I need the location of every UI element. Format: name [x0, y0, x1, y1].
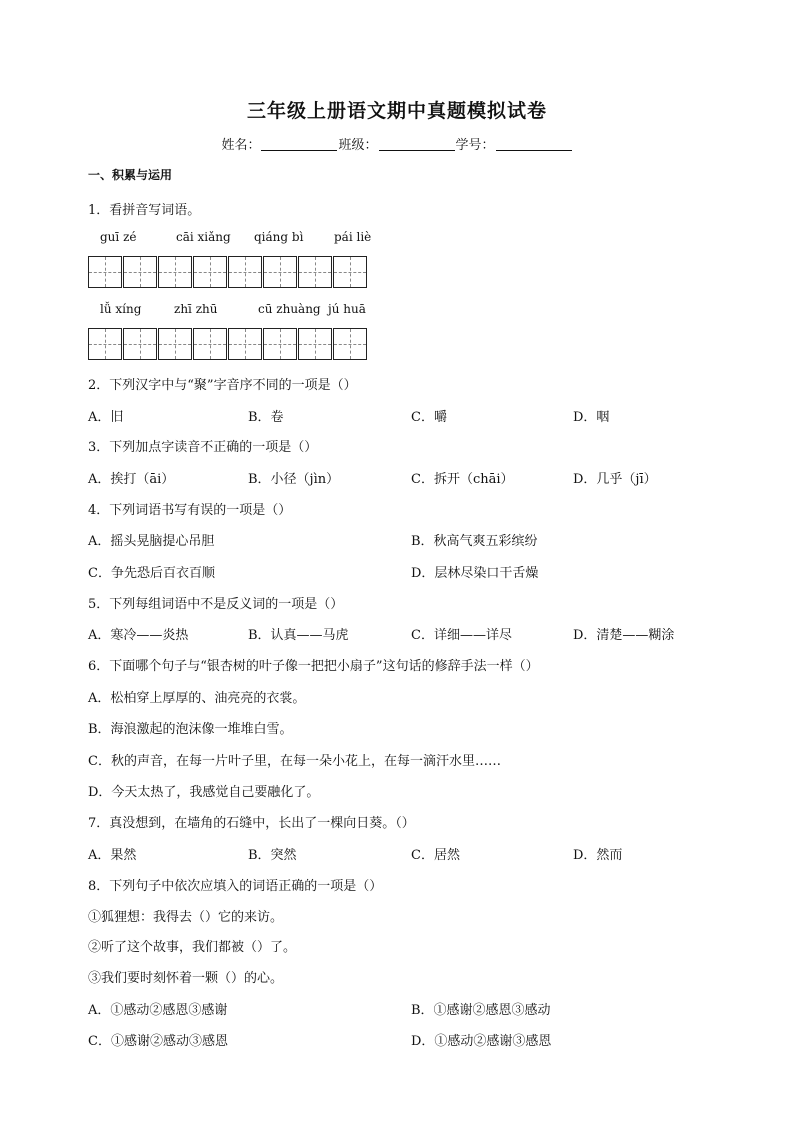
option-a[interactable]: A．摇头晃脑提心吊胆 [88, 534, 215, 549]
class-blank[interactable] [379, 138, 455, 151]
option-d[interactable]: D．层林尽染口干舌燥 [411, 566, 539, 581]
writing-cell[interactable] [193, 328, 227, 360]
writing-cell[interactable] [263, 328, 297, 360]
writing-cell[interactable] [123, 328, 157, 360]
question-4-stem: 4．下列词语书写有误的一项是（） [88, 503, 292, 518]
question-3-stem: 3．下列加点字读音不正确的一项是（） [88, 440, 318, 455]
option-d[interactable]: D．几乎（jī） [573, 472, 657, 487]
option-c[interactable]: C．详细——详尽 [411, 628, 512, 643]
student-info [0, 134, 794, 153]
option-a[interactable]: A．旧 [88, 410, 124, 425]
writing-cell[interactable] [158, 328, 192, 360]
question-5-stem: 5．下列每组词语中不是反义词的一项是（） [88, 597, 344, 612]
writing-cell[interactable] [298, 256, 332, 288]
option-d[interactable]: D．清楚——糊涂 [573, 628, 675, 643]
option-b[interactable]: B．小径（jìn） [248, 472, 340, 487]
pinyin: guī zé [100, 230, 137, 244]
question-6-stem: 6．下面哪个句子与“银杏树的叶子像一把把小扇子”这句话的修辞手法一样（） [88, 659, 539, 674]
sentence-2: ②听了这个故事，我们都被（）了。 [88, 940, 297, 955]
option-b[interactable]: B．①感谢②感恩③感动 [411, 1003, 551, 1018]
writing-cell[interactable] [263, 256, 297, 288]
option-c[interactable]: C．①感谢②感动③感恩 [88, 1034, 228, 1049]
option-b[interactable]: B．卷 [248, 410, 284, 425]
id-blank[interactable] [496, 138, 572, 151]
class-label: 班级： [338, 138, 378, 153]
option-c[interactable]: C．争先恐后百衣百顺 [88, 566, 215, 581]
writing-cell[interactable] [123, 256, 157, 288]
option-a[interactable]: A．①感动②感恩③感谢 [88, 1003, 228, 1018]
writing-cell[interactable] [228, 256, 262, 288]
option-a[interactable]: A．松柏穿上厚厚的、油亮亮的衣裳。 [88, 691, 306, 706]
section-heading: 一、积累与运用 [88, 168, 173, 182]
option-d[interactable]: D．然而 [573, 848, 623, 863]
question-7-stem: 7．真没想到，在墙角的石缝中，长出了一棵向日葵。（） [88, 816, 415, 831]
sentence-3: ③我们要时刻怀着一颗（）的心。 [88, 971, 284, 986]
pinyin: qiáng bì [254, 230, 304, 244]
question-2-stem: 2．下列汉字中与“聚”字音序不同的一项是（） [88, 378, 357, 393]
question-8-stem: 8．下列句子中依次应填入的词语正确的一项是（） [88, 879, 383, 894]
page-title: 三年级上册语文期中真题模拟试卷 [246, 100, 547, 122]
writing-cell[interactable] [88, 256, 122, 288]
pinyin: lǚ xíng [100, 302, 142, 316]
option-a[interactable]: A．挨打（āi） [88, 472, 175, 487]
option-b[interactable]: B．秋高气爽五彩缤纷 [411, 534, 538, 549]
pinyin: cāi xiǎng [176, 230, 231, 244]
pinyin: zhī zhū [174, 302, 218, 316]
option-c[interactable]: C．拆开（chāi） [411, 472, 514, 487]
writing-cell[interactable] [298, 328, 332, 360]
option-a[interactable]: A．寒冷——炎热 [88, 628, 189, 643]
pinyin: jú huā [328, 302, 366, 316]
option-b[interactable]: B．认真——马虎 [248, 628, 349, 643]
id-label: 学号： [455, 138, 495, 153]
option-d[interactable]: D．①感动②感谢③感恩 [411, 1034, 552, 1049]
writing-cell[interactable] [228, 328, 262, 360]
pinyin: cū zhuàng [258, 302, 321, 316]
writing-cell[interactable] [158, 256, 192, 288]
sentence-1: ①狐狸想：我得去（）它的来访。 [88, 910, 284, 925]
name-blank[interactable] [261, 138, 337, 151]
writing-cell[interactable] [333, 328, 367, 360]
writing-cell[interactable] [88, 328, 122, 360]
writing-cell[interactable] [193, 256, 227, 288]
option-c[interactable]: C．居然 [411, 848, 460, 863]
name-label: 姓名： [221, 138, 261, 153]
option-a[interactable]: A．果然 [88, 848, 137, 863]
option-c[interactable]: C．嚼 [411, 410, 447, 425]
option-c[interactable]: C．秋的声音，在每一片叶子里，在每一朵小花上，在每一滴汗水里…… [88, 754, 501, 769]
option-d[interactable]: D．今天太热了，我感觉自己要融化了。 [88, 785, 320, 800]
option-d[interactable]: D．咽 [573, 410, 610, 425]
writing-cell[interactable] [333, 256, 367, 288]
option-b[interactable]: B．海浪激起的泡沫像一堆堆白雪。 [88, 722, 293, 737]
pinyin: pái liè [334, 230, 372, 244]
question-1-stem: 1．看拼音写词语。 [88, 203, 201, 218]
option-b[interactable]: B．突然 [248, 848, 297, 863]
